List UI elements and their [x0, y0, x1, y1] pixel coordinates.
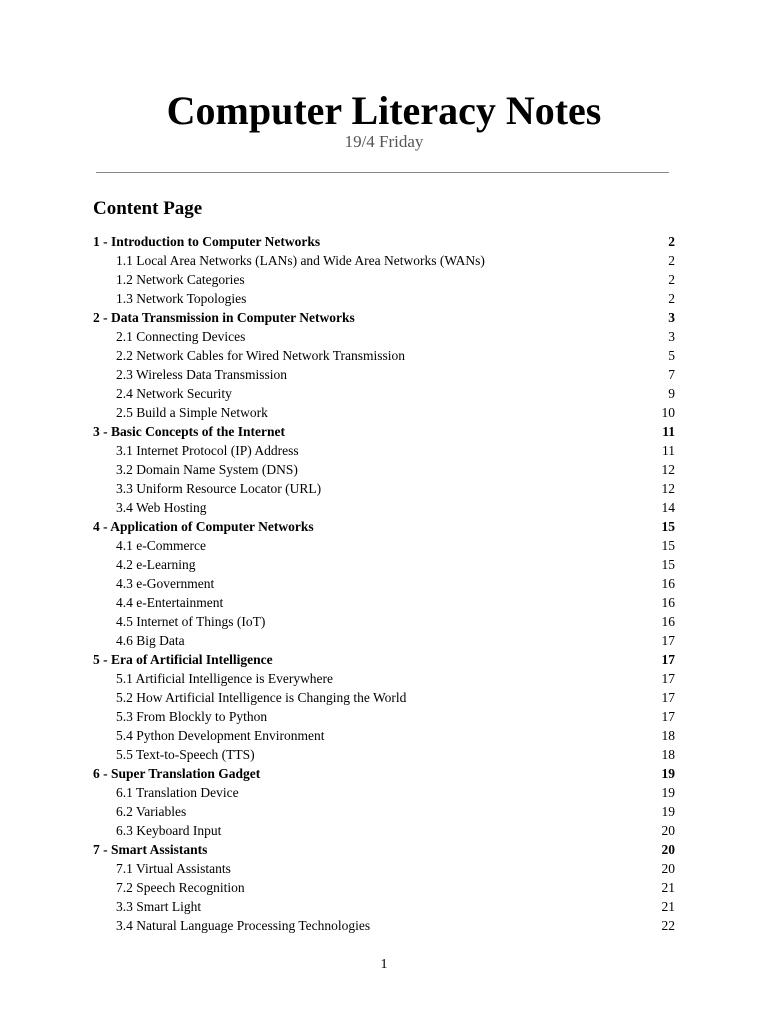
toc-section-entry[interactable]	[93, 669, 675, 688]
toc-entry-page: 2	[668, 272, 675, 287]
toc-section-entry[interactable]	[93, 536, 675, 555]
toc-entry-title: 3.3 Uniform Resource Locator (URL)	[116, 481, 322, 496]
title-divider	[96, 172, 669, 173]
toc-entry-page: 21	[661, 899, 675, 914]
toc-section-entry[interactable]	[93, 878, 675, 897]
toc-entry-page: 3	[668, 329, 675, 344]
toc-entry-title: 4.3 e-Government	[116, 576, 215, 591]
toc-entry-title: 4 - Application of Computer Networks	[93, 519, 314, 534]
toc-entry-page: 5	[668, 348, 675, 363]
toc-entry-page: 19	[661, 766, 675, 781]
toc-section-entry[interactable]	[93, 498, 675, 517]
toc-section-entry[interactable]	[93, 346, 675, 365]
toc-entry-title: 4.5 Internet of Things (IoT)	[116, 614, 266, 629]
toc-chapter-entry[interactable]	[93, 840, 675, 859]
toc-entry-page: 9	[668, 386, 675, 401]
toc-entry-title: 7.1 Virtual Assistants	[116, 861, 231, 876]
toc-section-entry[interactable]	[93, 783, 675, 802]
toc-entry-title: 6 - Super Translation Gadget	[93, 766, 261, 781]
toc-section-entry[interactable]	[93, 707, 675, 726]
toc-section-entry[interactable]	[93, 745, 675, 764]
toc-entry-title: 3.1 Internet Protocol (IP) Address	[116, 443, 299, 458]
toc-section-entry[interactable]	[93, 555, 675, 574]
toc-section-entry[interactable]	[93, 821, 675, 840]
toc-entry-page: 18	[661, 747, 675, 762]
toc-entry-page: 11	[662, 424, 675, 439]
toc-entry-page: 2	[668, 253, 675, 268]
toc-entry-page: 16	[661, 595, 675, 610]
toc-entry-title: 6.2 Variables	[116, 804, 187, 819]
toc-entry-page: 19	[661, 804, 675, 819]
page-number: 1	[380, 957, 388, 972]
toc-chapter-entry[interactable]	[93, 232, 675, 251]
toc-entry-page: 20	[661, 823, 675, 838]
toc-entry-title: 7.2 Speech Recognition	[116, 880, 245, 895]
toc-entry-page: 10	[661, 405, 675, 420]
toc-entry-title: 3.2 Domain Name System (DNS)	[116, 462, 298, 477]
toc-entry-page: 17	[661, 671, 675, 686]
toc-entry-page: 14	[661, 500, 675, 515]
toc-entry-page: 12	[661, 481, 675, 496]
toc-entry-title: 3.4 Natural Language Processing Technologies	[116, 918, 371, 933]
toc-entry-title: 4.1 e-Commerce	[116, 538, 206, 553]
toc-entry-page: 15	[661, 538, 675, 553]
table-of-contents	[93, 232, 675, 935]
document-title: Computer Literacy Notes	[166, 88, 602, 133]
toc-section-entry[interactable]	[93, 612, 675, 631]
toc-chapter-entry[interactable]	[93, 308, 675, 327]
toc-entry-title: 4.4 e-Entertainment	[116, 595, 224, 610]
toc-entry-title: 1.3 Network Topologies	[116, 291, 247, 306]
toc-section-entry[interactable]	[93, 384, 675, 403]
toc-entry-title: 5.1 Artificial Intelligence is Everywhere	[116, 671, 334, 686]
toc-section-entry[interactable]	[93, 897, 675, 916]
toc-entry-page: 18	[661, 728, 675, 743]
toc-section-entry[interactable]	[93, 631, 675, 650]
toc-entry-page: 17	[661, 652, 675, 667]
toc-entry-page: 3	[668, 310, 675, 325]
toc-entry-title: 1.2 Network Categories	[116, 272, 245, 287]
toc-chapter-entry[interactable]	[93, 764, 675, 783]
toc-entry-title: 3.4 Web Hosting	[116, 500, 207, 515]
toc-section-entry[interactable]	[93, 270, 675, 289]
toc-entry-title: 4.6 Big Data	[116, 633, 185, 648]
toc-entry-page: 17	[661, 690, 675, 705]
toc-section-entry[interactable]	[93, 916, 675, 935]
toc-entry-title: 5.2 How Artificial Intelligence is Changing the World	[116, 690, 407, 705]
toc-section-entry[interactable]	[93, 251, 675, 270]
toc-section-entry[interactable]	[93, 593, 675, 612]
toc-entry-title: 5.3 From Blockly to Python	[116, 709, 268, 724]
toc-entry-title: 6.3 Keyboard Input	[116, 823, 222, 838]
toc-section-entry[interactable]	[93, 479, 675, 498]
toc-section-entry[interactable]	[93, 365, 675, 384]
toc-entry-title: 3.3 Smart Light	[116, 899, 202, 914]
toc-section-entry[interactable]	[93, 441, 675, 460]
toc-entry-title: 5.4 Python Development Environment	[116, 728, 325, 743]
toc-section-entry[interactable]	[93, 726, 675, 745]
toc-entry-title: 2.4 Network Security	[116, 386, 232, 401]
toc-entry-page: 17	[661, 709, 675, 724]
toc-section-entry[interactable]	[93, 574, 675, 593]
toc-entry-title: 5 - Era of Artificial Intelligence	[93, 652, 273, 667]
toc-entry-title: 2 - Data Transmission in Computer Networks	[93, 310, 355, 325]
toc-section-entry[interactable]	[93, 289, 675, 308]
toc-chapter-entry[interactable]	[93, 517, 675, 536]
document-date: 19/4 Friday	[344, 132, 424, 151]
toc-entry-title: 2.3 Wireless Data Transmission	[116, 367, 287, 382]
toc-chapter-entry[interactable]	[93, 422, 675, 441]
toc-entry-page: 17	[661, 633, 675, 648]
toc-entry-page: 15	[661, 519, 675, 534]
toc-entry-page: 16	[661, 576, 675, 591]
toc-section-entry[interactable]	[93, 403, 675, 422]
toc-entry-page: 20	[661, 861, 675, 876]
toc-entry-page: 15	[661, 557, 675, 572]
toc-entry-page: 16	[661, 614, 675, 629]
toc-entry-title: 2.1 Connecting Devices	[116, 329, 246, 344]
toc-entry-title: 2.5 Build a Simple Network	[116, 405, 268, 420]
content-page-heading: Content Page	[93, 198, 203, 219]
toc-entry-page: 22	[661, 918, 675, 933]
toc-entry-title: 3 - Basic Concepts of the Internet	[93, 424, 285, 439]
toc-entry-page: 20	[661, 842, 675, 857]
toc-entry-title: 7 - Smart Assistants	[93, 842, 208, 857]
toc-section-entry[interactable]	[93, 802, 675, 821]
toc-entry-title: 1.1 Local Area Networks (LANs) and Wide Area Networks (WANs)	[116, 253, 485, 268]
toc-entry-page: 12	[661, 462, 675, 477]
toc-entry-title: 6.1 Translation Device	[116, 785, 239, 800]
toc-entry-page: 11	[662, 443, 675, 458]
toc-entry-page: 2	[668, 291, 675, 306]
toc-entry-title: 5.5 Text-to-Speech (TTS)	[116, 747, 255, 762]
toc-entry-page: 21	[661, 880, 675, 895]
toc-section-entry[interactable]	[93, 460, 675, 479]
toc-entry-page: 19	[661, 785, 675, 800]
toc-section-entry[interactable]	[93, 327, 675, 346]
toc-chapter-entry[interactable]	[93, 650, 675, 669]
toc-entry-title: 4.2 e-Learning	[116, 557, 196, 572]
toc-entry-page: 2	[668, 234, 675, 249]
toc-entry-page: 7	[668, 367, 675, 382]
toc-section-entry[interactable]	[93, 859, 675, 878]
toc-entry-title: 1 - Introduction to Computer Networks	[93, 234, 321, 249]
toc-section-entry[interactable]	[93, 688, 675, 707]
toc-entry-title: 2.2 Network Cables for Wired Network Transmission	[116, 348, 406, 363]
